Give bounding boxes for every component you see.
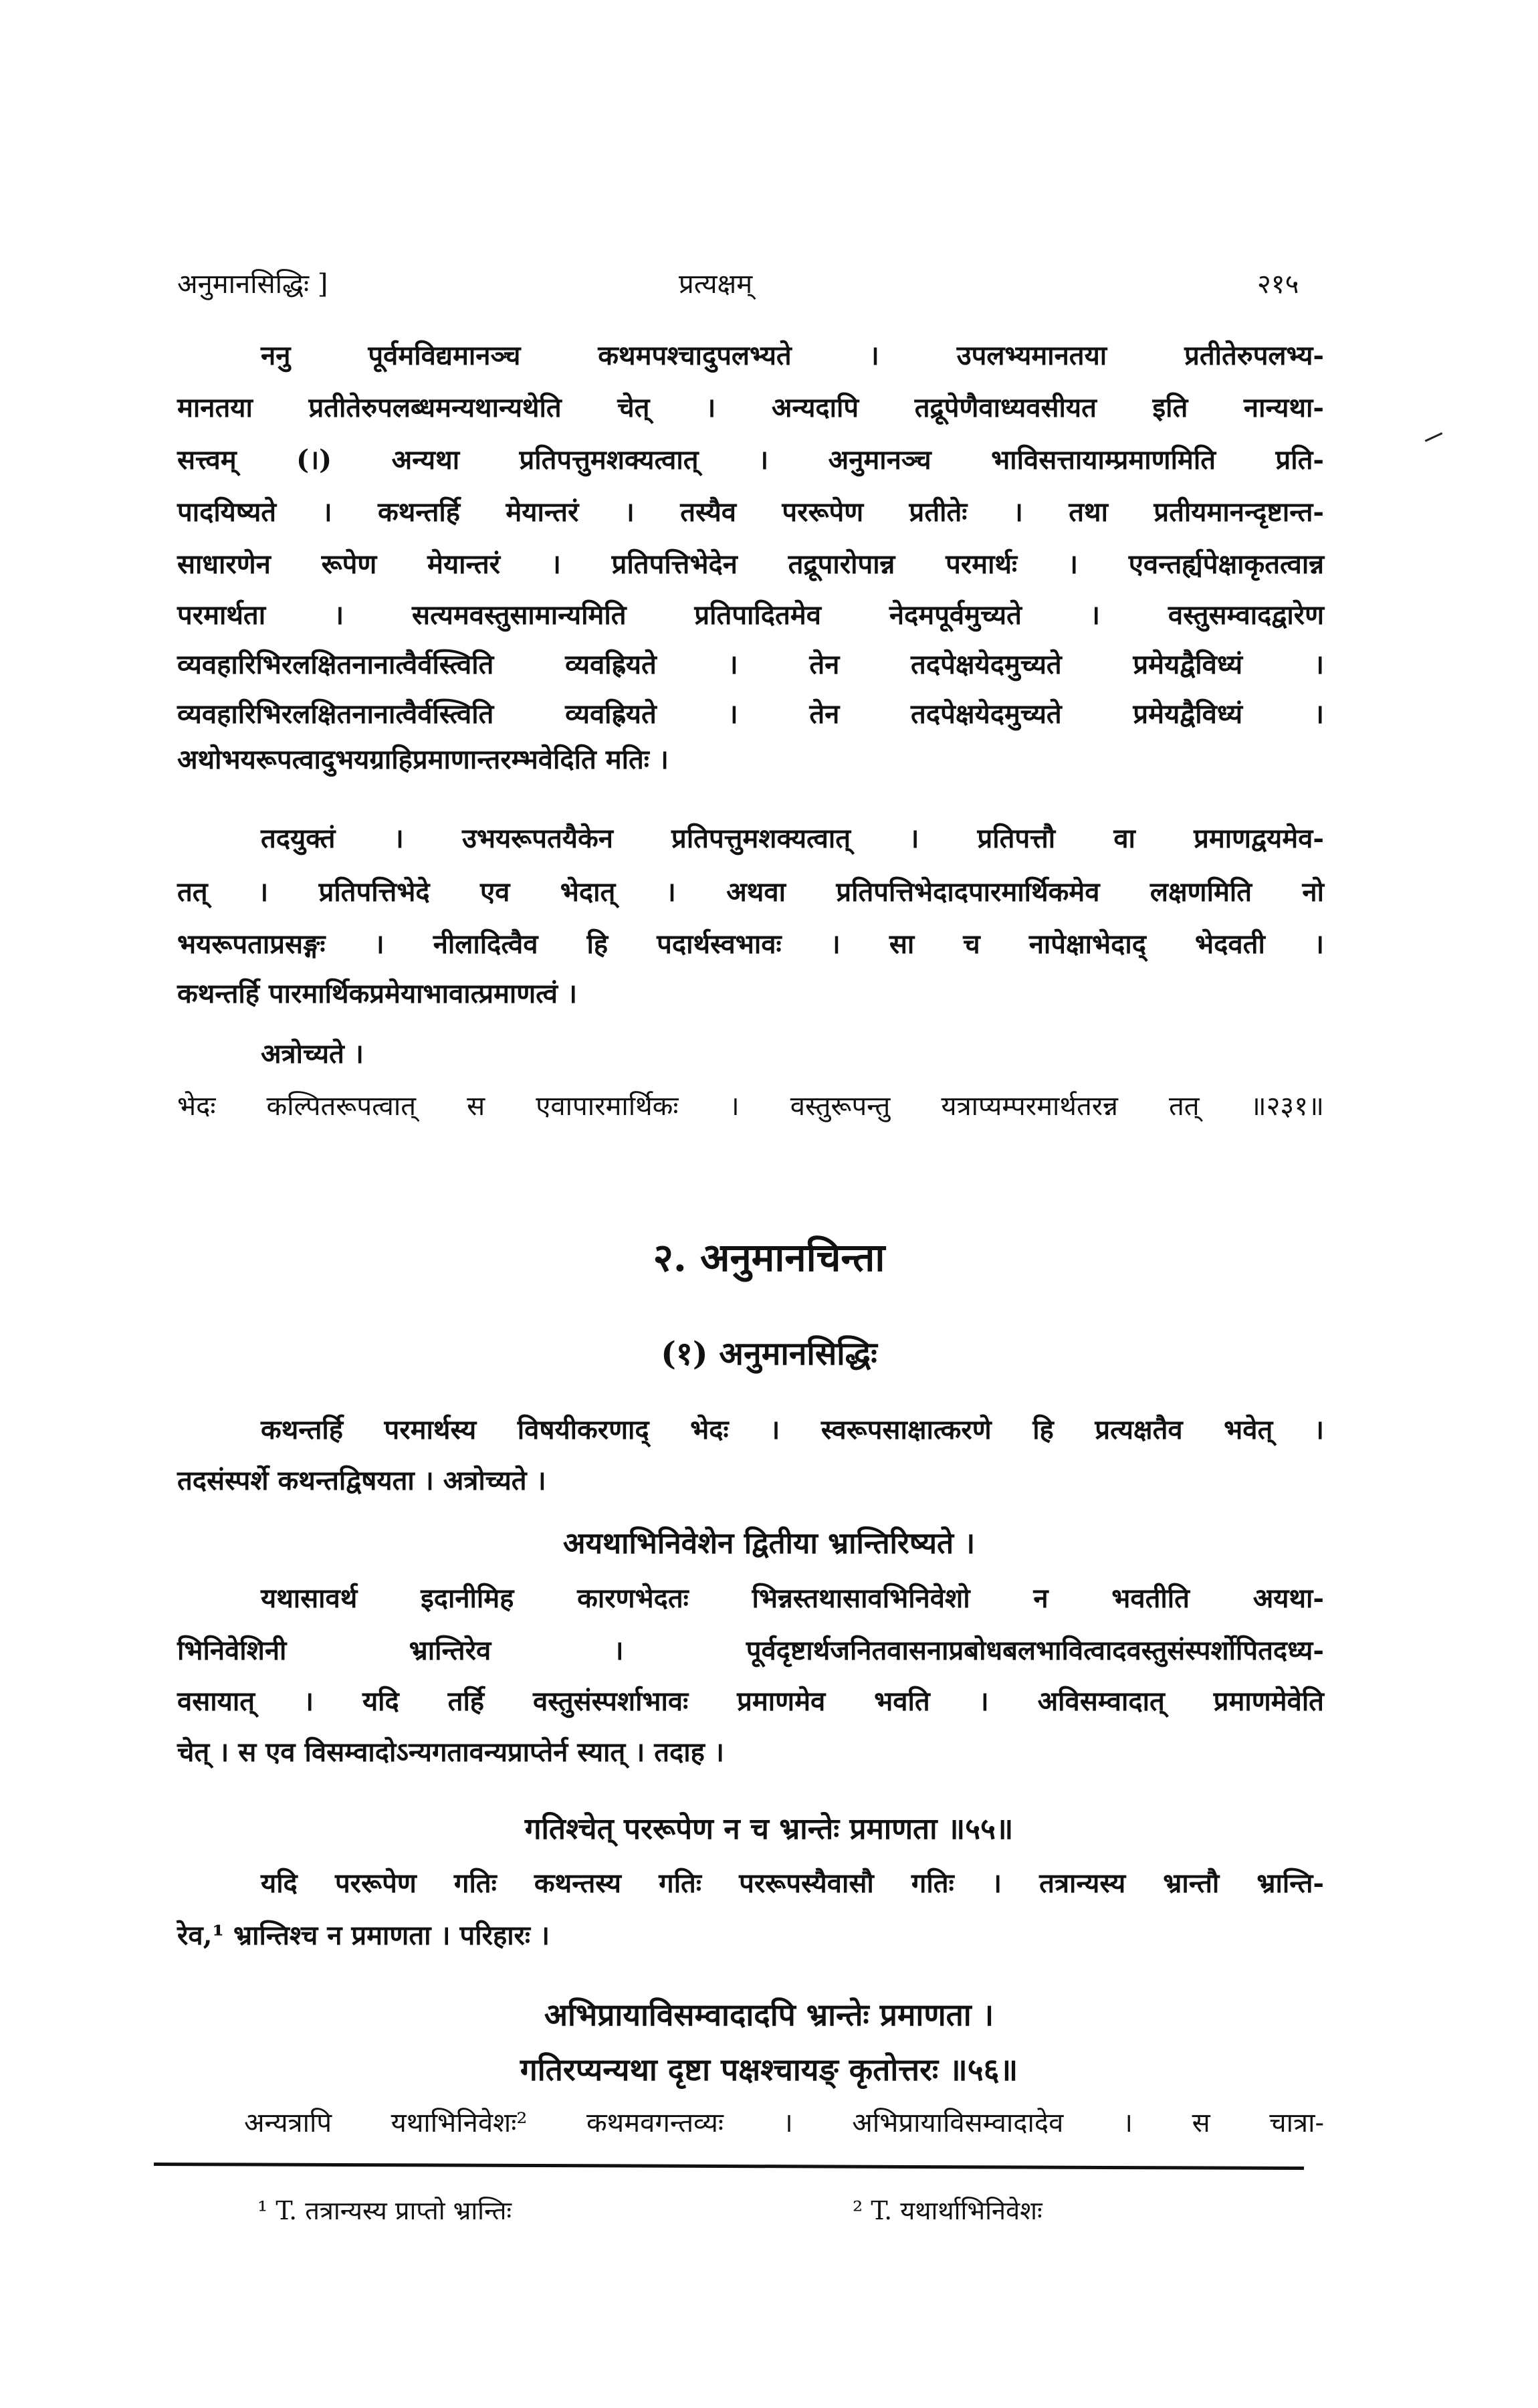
chapter-title: २. अनुमानचिन्ता bbox=[653, 1235, 885, 1280]
atrochyate-line: अत्रोच्यते । bbox=[261, 1038, 364, 1070]
footnote-1: ¹ T. तत्रान्यस्य प्राप्तो भ्रान्तिः bbox=[257, 2196, 512, 2225]
text-line: भयरूपताप्रसङ्गः । नीलादित्वैव हि पदार्थस्वभावः । सा च नापेक्षाभेदाद् भेदवती । bbox=[177, 928, 1324, 960]
text-line: तदसंस्पर्शे कथन्तद्विषयता । अत्रोच्यते । bbox=[177, 1465, 546, 1496]
text-line: वसायात् । यदि तर्हि वस्तुसंस्पर्शाभावः प्रमाणमेव भवति । अविसम्वादात् प्रमाणमेवेति bbox=[177, 1686, 1324, 1717]
text-line: तत् । प्रतिपत्तिभेदे एव भेदात् । अथवा प्रतिपत्तिभेदादपारमार्थिकमेव लक्षणमिति नो bbox=[177, 876, 1324, 908]
text-line: अथोभयरूपत्वादुभयग्राहिप्रमाणान्तरम्भवेदिति मतिः । bbox=[177, 744, 669, 775]
text-line: व्यवहारिभिरलक्षितनानात्वैर्वस्त्विति व्यवह्रियते । तेन तदपेक्षयेदमुच्यते प्रमेयद्वैविध्यं । bbox=[177, 698, 1324, 730]
text-line: तदयुक्तं । उभयरूपतयैकेन प्रतिपत्तुमशक्यत्वात् । प्रतिपत्तौ वा प्रमाणद्वयमेव- bbox=[261, 823, 1324, 854]
footnote-2: ² T. यथार्थाभिनिवेशः bbox=[853, 2196, 1042, 2225]
section-title: (१) अनुमानसिद्धिः bbox=[661, 1335, 877, 1373]
text-line: यदि पररूपेण गतिः कथन्तस्य गतिः पररूपस्यैवासौ गतिः । तत्रान्यस्य भ्रान्तौ भ्रान्ति- bbox=[261, 1868, 1324, 1899]
text-line: व्यवहारिभिरलक्षितनानात्वैर्वस्त्विति व्यवह्रियते । तेन तदपेक्षयेदमुच्यते प्रमेयद्वैविध्यं । bbox=[177, 649, 1324, 680]
text-line: रेव,¹ भ्रान्तिश्च न प्रमाणता । परिहारः । bbox=[177, 1920, 550, 1951]
text-line: मानतया प्रतीतेरुपलब्धमन्यथान्यथेति चेत् । अन्यदापि तद्रूपेणैवाध्यवसीयत इति नान्यथा- bbox=[177, 392, 1324, 423]
verse-231: भेदः कल्पितरूपत्वात् स एवापारमार्थिकः । वस्तुरूपन्तु यत्राप्यम्परमार्थतरन्न तत् ॥२३१॥ bbox=[177, 1091, 1324, 1122]
page-number: २१५ bbox=[1257, 269, 1299, 300]
text-line: सत्त्वम् (।) अन्यथा प्रतिपत्तुमशक्यत्वात् । अनुमानञ्च भाविसत्तायाम्प्रमाणमिति प्रति- bbox=[177, 444, 1324, 476]
header-title: प्रत्यक्षम् bbox=[679, 269, 753, 300]
margin-mark bbox=[1425, 432, 1443, 442]
header-section-name: अनुमानसिद्धिः ] bbox=[177, 269, 328, 300]
text-line: कथन्तर्हि पारमार्थिकप्रमेयाभावात्प्रमाणत्वं । bbox=[177, 978, 578, 1009]
text-line: यथासावर्थ इदानीमिह कारणभेदतः भिन्नस्तथासावभिनिवेशो न भवतीति अयथा- bbox=[261, 1583, 1324, 1614]
footnote-divider bbox=[154, 2163, 1304, 2170]
text-line: चेत् । स एव विसम्वादोऽन्यगतावन्यप्राप्तेर्न स्यात् । तदाह । bbox=[177, 1736, 724, 1768]
text-line: भिनिवेशिनी भ्रान्तिरेव । पूर्वदृष्टार्थजनितवासनाप्रबोधबलभावित्वादवस्तुसंस्पर्शोपितदध्य- bbox=[177, 1635, 1324, 1666]
text-line: कथन्तर्हि परमार्थस्य विषयीकरणाद् भेदः । स्वरूपसाक्षात्करणे हि प्रत्यक्षतैव भवेत् । bbox=[261, 1414, 1324, 1445]
karika-heading: अयथाभिनिवेशेन द्वितीया भ्रान्तिरिष्यते । bbox=[562, 1526, 976, 1561]
verse-line: गतिरप्यन्यथा दृष्टा पक्षश्चायङ् कृतोत्तरः ॥५६॥ bbox=[520, 2051, 1018, 2088]
text-line: साधारणेन रूपेण मेयान्तरं । प्रतिपत्तिभेदेन तद्रूपारोपान्न परमार्थः । एवन्तर्ह्यपेक्षाकृतत्वान्न bbox=[177, 548, 1324, 580]
text-line: पादयिष्यते । कथन्तर्हि मेयान्तरं । तस्यैव पररूपेण प्रतीतेः । तथा प्रतीयमानन्दृष्टान्त- bbox=[177, 496, 1324, 528]
verse-55: गतिश्चेत् पररूपेण न च भ्रान्तेः प्रमाणता ॥५५॥ bbox=[524, 1812, 1014, 1846]
text-line: परमार्थता । सत्यमवस्तुसामान्यमिति प्रतिपादितमेव नेदमपूर्वमुच्यते । वस्तुसम्वादद्वारेण bbox=[177, 599, 1324, 631]
text-line: ननु पूर्वमविद्यमानञ्च कथमपश्चादुपलभ्यते । उपलभ्यमानतया प्रतीतेरुपलभ्य- bbox=[261, 340, 1324, 371]
paragraph-6: अन्यत्रापि यथाभिनिवेशः² कथमवगन्तव्यः । अभिप्रायाविसम्वादादेव । स चात्रा- bbox=[244, 2108, 1324, 2138]
verse-line: अभिप्रायाविसम्वादादपि भ्रान्तेः प्रमाणता । bbox=[544, 1997, 994, 2033]
